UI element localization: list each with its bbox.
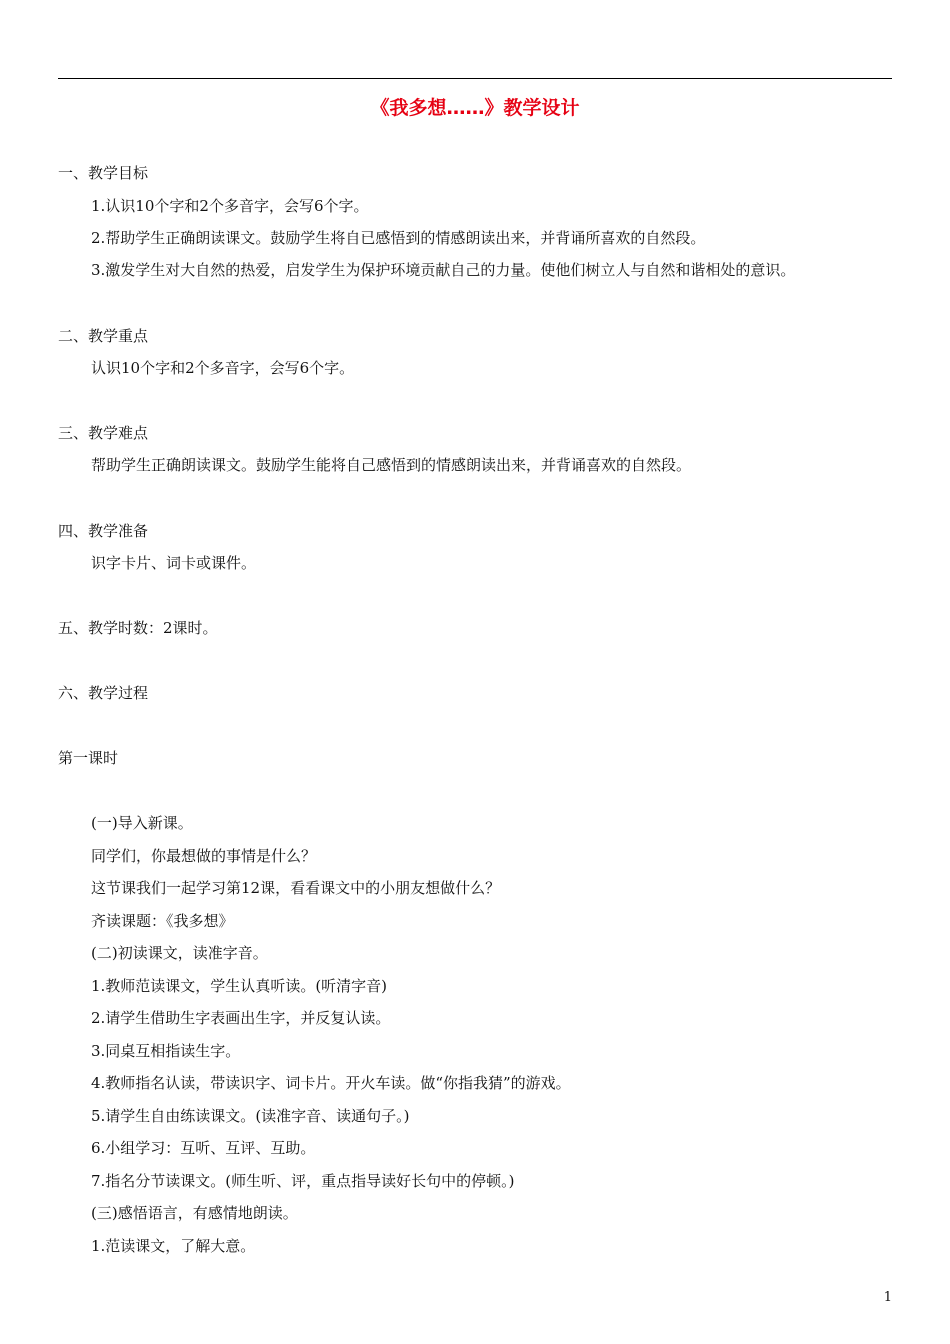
goal-item-1: 1.认识10个字和2个多音字，会写6个字。 — [91, 197, 369, 215]
section-goals-heading: 一、教学目标 — [58, 164, 149, 182]
lesson-one-label: 第一课时 — [58, 749, 119, 767]
process-line: (三)感悟语言，有感情地朗读。 — [91, 1204, 298, 1222]
section-preparation-heading: 四、教学准备 — [58, 522, 149, 540]
process-line: 5.请学生自由练读课文。(读准字音、读通句子。) — [91, 1107, 410, 1125]
process-line: 齐读课题：《我多想》 — [91, 912, 234, 930]
page-number: 1 — [883, 1290, 892, 1305]
header-rule — [58, 78, 892, 79]
process-line: 1.教师范读课文，学生认真听读。(听清字音) — [91, 977, 388, 995]
process-line: 这节课我们一起学习第12课，看看课文中的小朋友想做什么？ — [91, 879, 501, 897]
goal-item-3: 3.激发学生对大自然的热爱，启发学生为保护环境贡献自己的力量。使他们树立人与自然和谐相处的意识。 — [91, 261, 796, 279]
preparation-text: 识字卡片、词卡或课件。 — [91, 554, 257, 572]
process-line: (二)初读课文，读准字音。 — [91, 944, 268, 962]
difficulties-text: 帮助学生正确朗读课文。鼓励学生能将自己感悟到的情感朗读出来，并背诵喜欢的自然段。 — [91, 456, 692, 474]
section-hours-heading: 五、教学时数：2课时。 — [58, 619, 218, 637]
process-line: (一)导入新课。 — [91, 814, 193, 832]
process-line: 7.指名分节读课文。(师生听、评，重点指导读好长句中的停顿。) — [91, 1172, 515, 1190]
key-points-text: 认识10个字和2个多音字，会写6个字。 — [91, 359, 355, 377]
process-line: 1.范读课文，了解大意。 — [91, 1237, 256, 1255]
goal-item-2: 2.帮助学生正确朗读课文。鼓励学生将自已感悟到的情感朗读出来，并背诵所喜欢的自然段。 — [91, 229, 706, 247]
document-title: 《我多想……》教学设计 — [370, 97, 580, 119]
section-key-points-heading: 二、教学重点 — [58, 327, 149, 345]
section-difficulties-heading: 三、教学难点 — [58, 424, 149, 442]
process-line: 2.请学生借助生字表画出生字，并反复认读。 — [91, 1009, 391, 1027]
section-process-heading: 六、教学过程 — [58, 684, 149, 702]
process-line: 6.小组学习：互听、互评、互助。 — [91, 1139, 316, 1157]
process-line: 4.教师指名认读，带读识字、词卡片。开火车读。做“你指我猜”的游戏。 — [91, 1074, 571, 1092]
process-line: 3.同桌互相指读生字。 — [91, 1042, 241, 1060]
process-line: 同学们，你最想做的事情是什么？ — [91, 847, 317, 865]
